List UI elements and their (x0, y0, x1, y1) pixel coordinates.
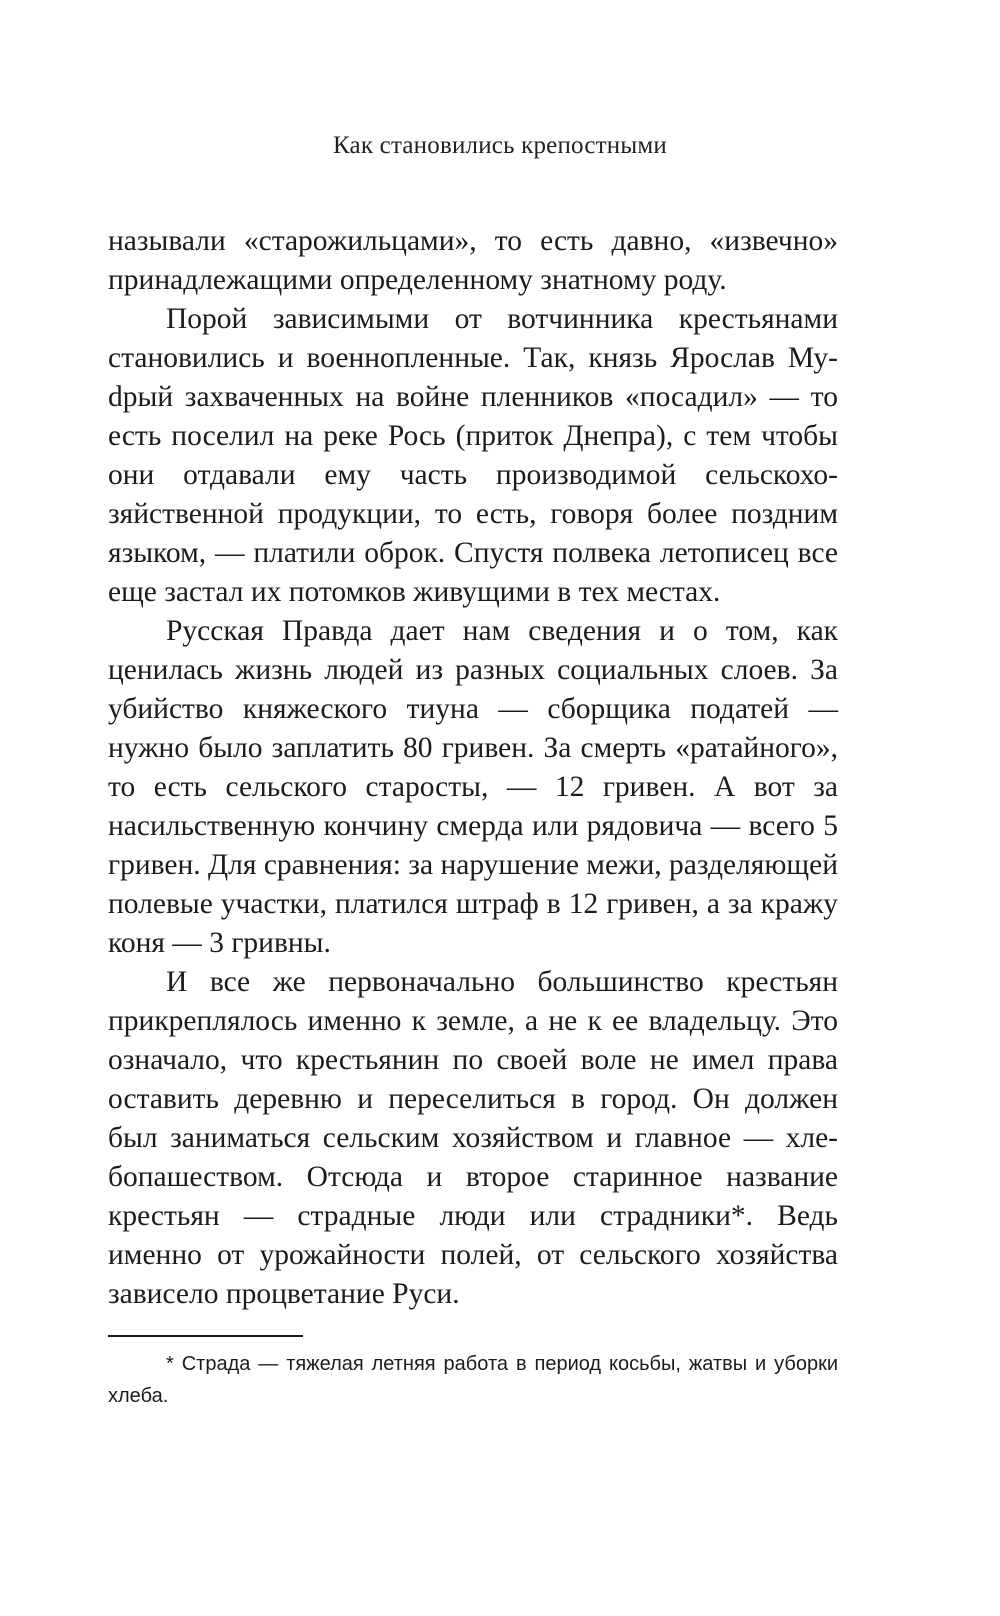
paragraph-4: И все же первоначально большинство крестьян прикреплялось именно к земле, а не к ее владельцу. Это означало, что крестьянин по своей воле не имел права оставить деревню и переселиться в город. Он должен был заниматься сельским хозяйством и главное — хлебопашеством. Отсюда и второе старинное название крестьян — страдные люди или страдники*. Ведь именно от урожайности полей, от сельского хозяйства зависело процветание Руси. (108, 966, 838, 1310)
running-head: Как становились крепостными (333, 132, 667, 159)
footnote: * Страда — тяжелая летняя работа в период косьбы, жатвы и уборки хлеба. (108, 1353, 838, 1407)
paragraph-1: называли «старожильцами», то есть давно, «извечно» принадлежащими определенному знатному роду. (108, 225, 838, 296)
body-text (108, 222, 838, 1314)
paragraph-3: Русская Правда дает нам сведения и о том, как ценилась жизнь людей из разных социальных слоев. За убийство княжеского тиуна — сборщика податей — нужно было заплатить 80 гривен. За смерть «ратайного», то есть сельского старосты, — 12 гривен. А вот за насильственную кончину смерда или рядовича — всего 5 гривен. Для сравнения: за нарушение межи, разделяющей полевые участки, платился штраф в 12 гривен, а за кражу коня — 3 гривны. (108, 615, 838, 959)
footnote-rule (108, 1335, 303, 1337)
paragraph-2: Порой зависимыми от вотчинника крестьянами становились и военнопленные. Так, князь Ярослав Муdрый захваченных на войне пленников «посадил» — то есть поселил на реке Рось (приток Днепра), с тем чтобы они отдавали ему часть производимой сельскохозяйственной продукции, то есть, говоря более поздним языком, — платили оброк. Спустя полвека летописец все еще застал их потомков живущими в тех местах. (108, 303, 838, 608)
